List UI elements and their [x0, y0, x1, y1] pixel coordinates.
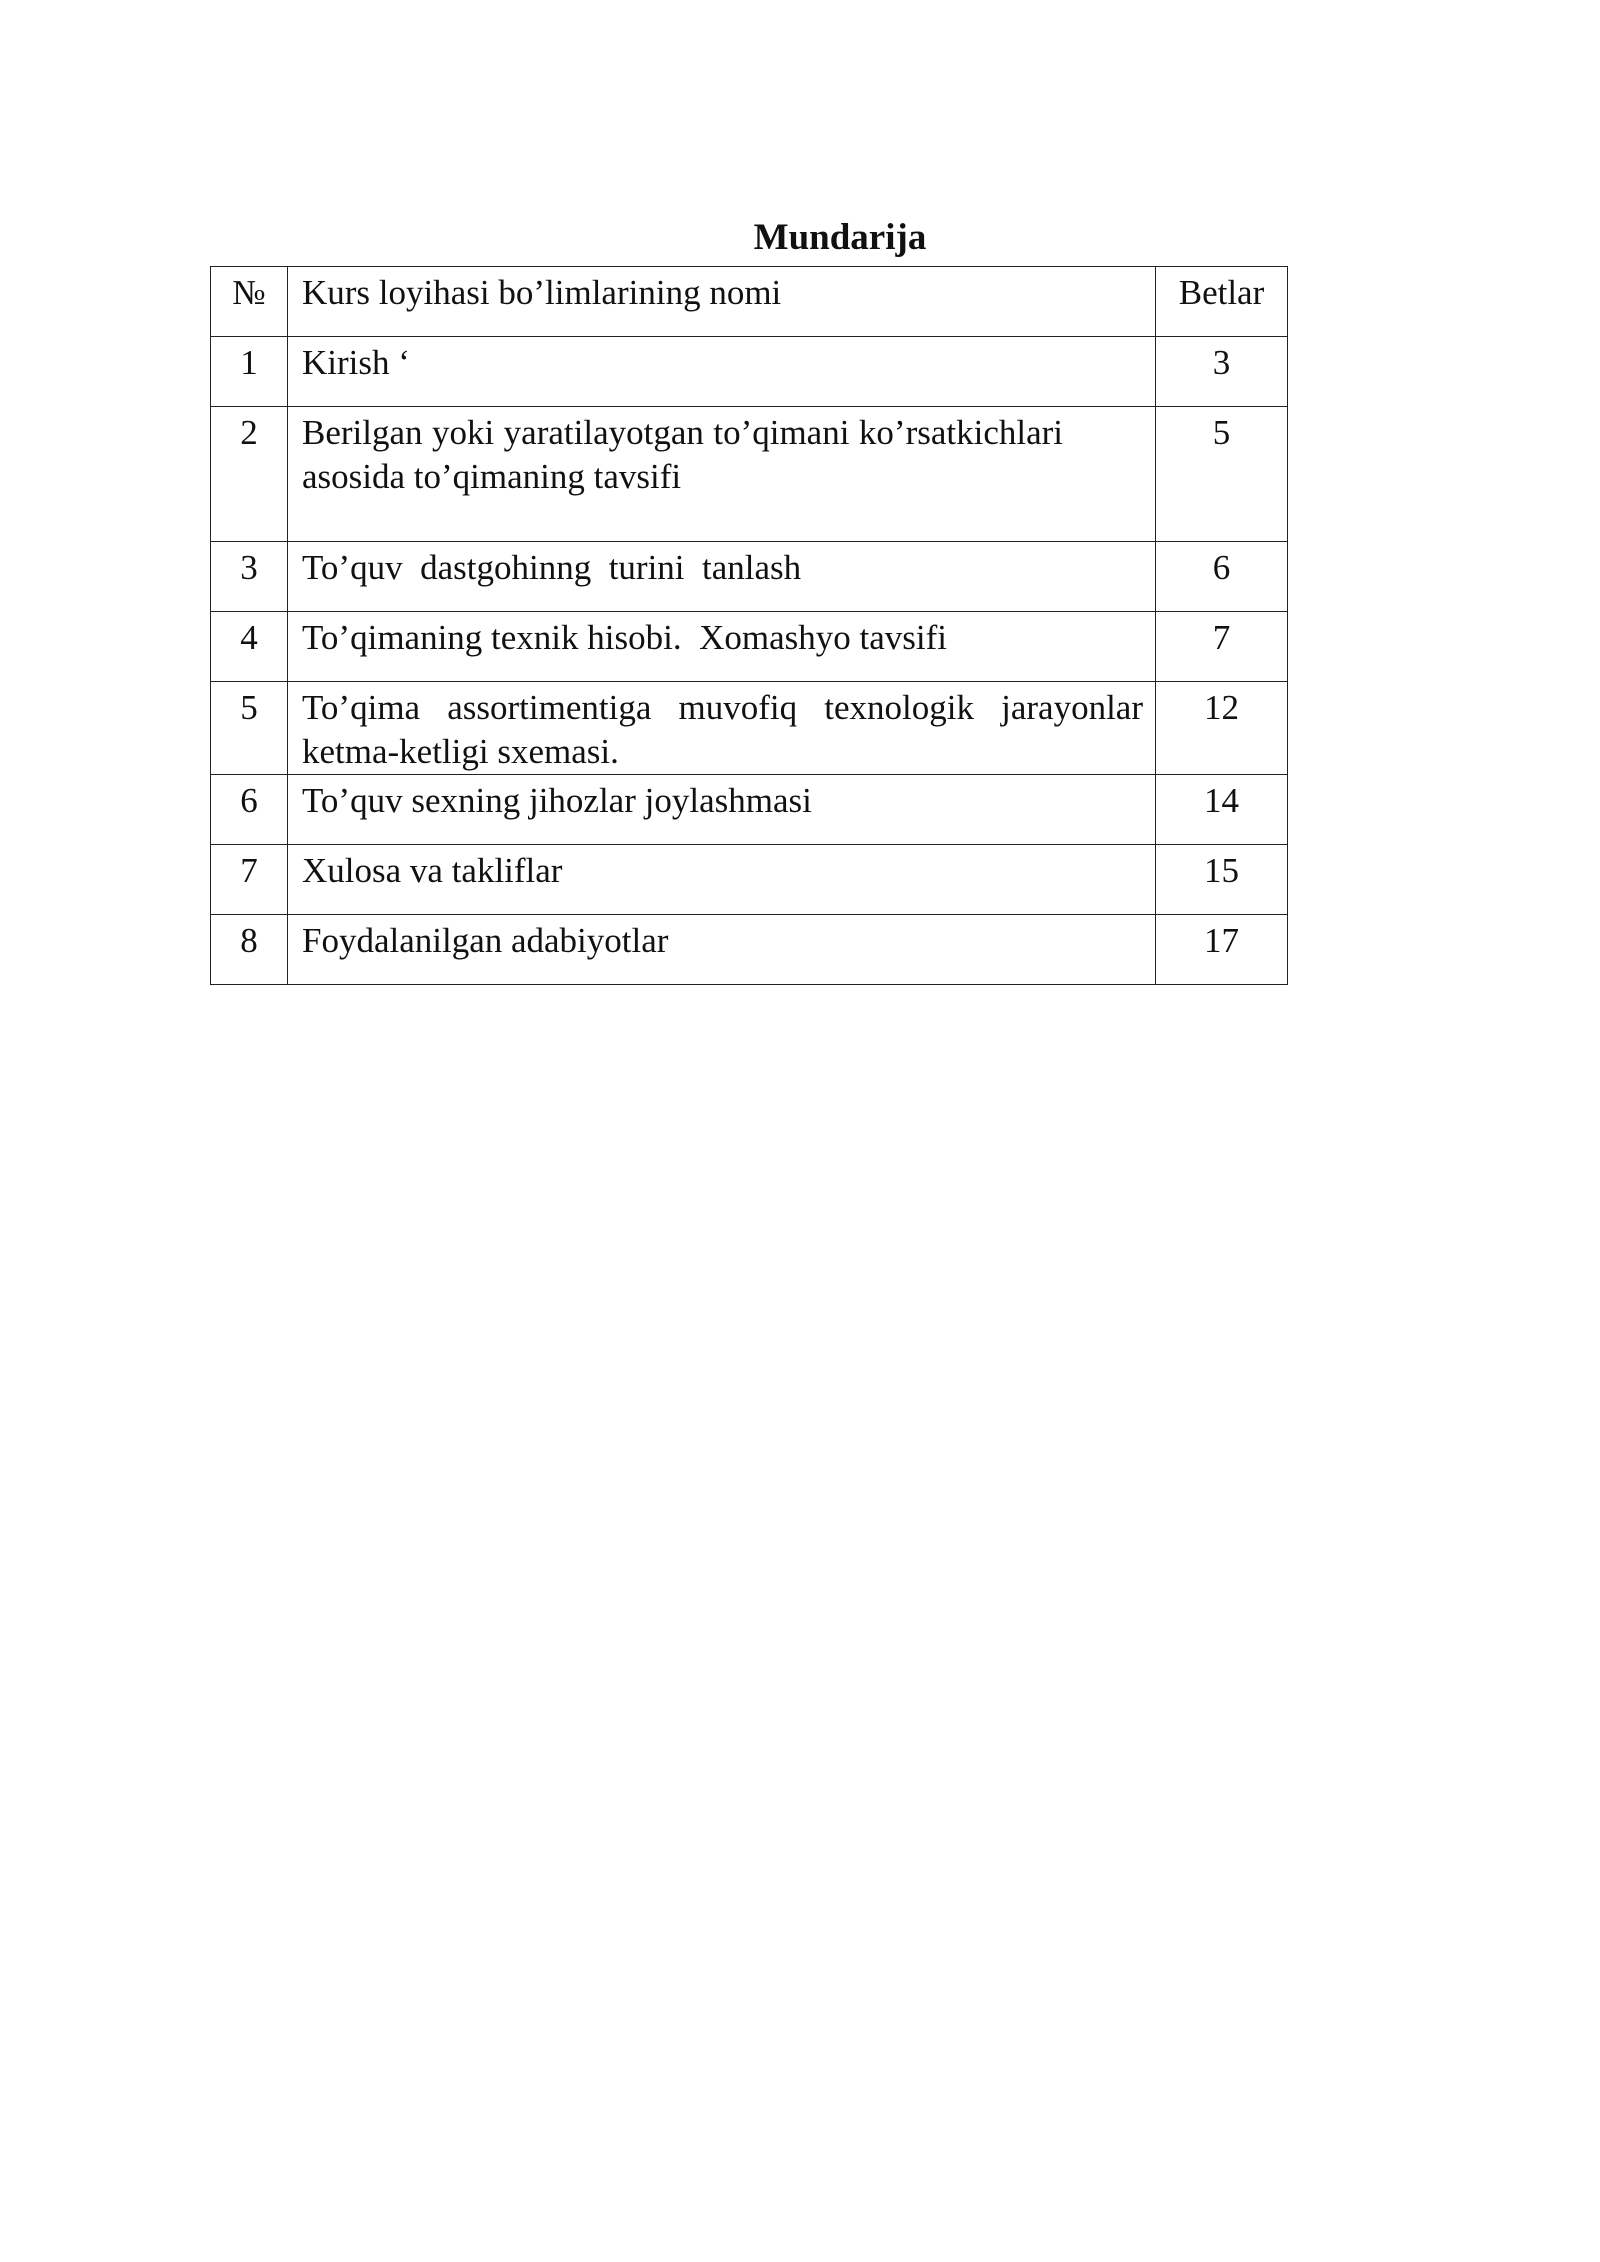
table-row — [211, 612, 1288, 682]
row-page: 17 — [1156, 915, 1288, 985]
row-number: 3 — [211, 542, 288, 612]
header-pages: Betlar — [1156, 267, 1288, 337]
table-row — [211, 915, 1288, 985]
row-page: 14 — [1156, 775, 1288, 845]
row-number: 8 — [211, 915, 288, 985]
header-number: № — [211, 267, 288, 337]
row-number: 4 — [211, 612, 288, 682]
table-row — [211, 845, 1288, 915]
row-title: To’quv sexning jihozlar joylashmasi — [288, 775, 1156, 845]
row-number: 5 — [211, 682, 288, 775]
table-of-contents — [210, 266, 1288, 985]
row-title: Xulosa va takliflar — [288, 845, 1156, 915]
row-title: Kirish ‘ — [288, 337, 1156, 407]
row-number: 1 — [211, 337, 288, 407]
row-number: 7 — [211, 845, 288, 915]
table-header-row — [211, 267, 1288, 337]
row-page: 3 — [1156, 337, 1288, 407]
row-number: 2 — [211, 407, 288, 542]
table-row — [211, 682, 1288, 775]
table-row — [211, 337, 1288, 407]
table-row — [211, 407, 1288, 542]
row-title: To’quv dastgohinng turini tanlash — [288, 542, 1156, 612]
row-page: 5 — [1156, 407, 1288, 542]
page-title: Mundarija — [753, 217, 927, 258]
row-page: 7 — [1156, 612, 1288, 682]
row-title: To’qimaning texnik hisobi. Xomashyo tavsifi — [288, 612, 1156, 682]
row-title: Foydalanilgan adabiyotlar — [288, 915, 1156, 985]
table-row — [211, 775, 1288, 845]
row-page: 6 — [1156, 542, 1288, 612]
row-number: 6 — [211, 775, 288, 845]
row-page: 12 — [1156, 682, 1288, 775]
header-title: Kurs loyihasi bo’limlarining nomi — [288, 267, 1156, 337]
table-row — [211, 542, 1288, 612]
row-title: To’qima assortimentiga muvofiq texnologik jarayonlar ketma-ketligi sxemasi. — [288, 682, 1156, 775]
row-title: Berilgan yoki yaratilayotgan to’qimani ko’rsatkichlari asosida to’qimaning tavsifi — [288, 407, 1156, 542]
row-page: 15 — [1156, 845, 1288, 915]
